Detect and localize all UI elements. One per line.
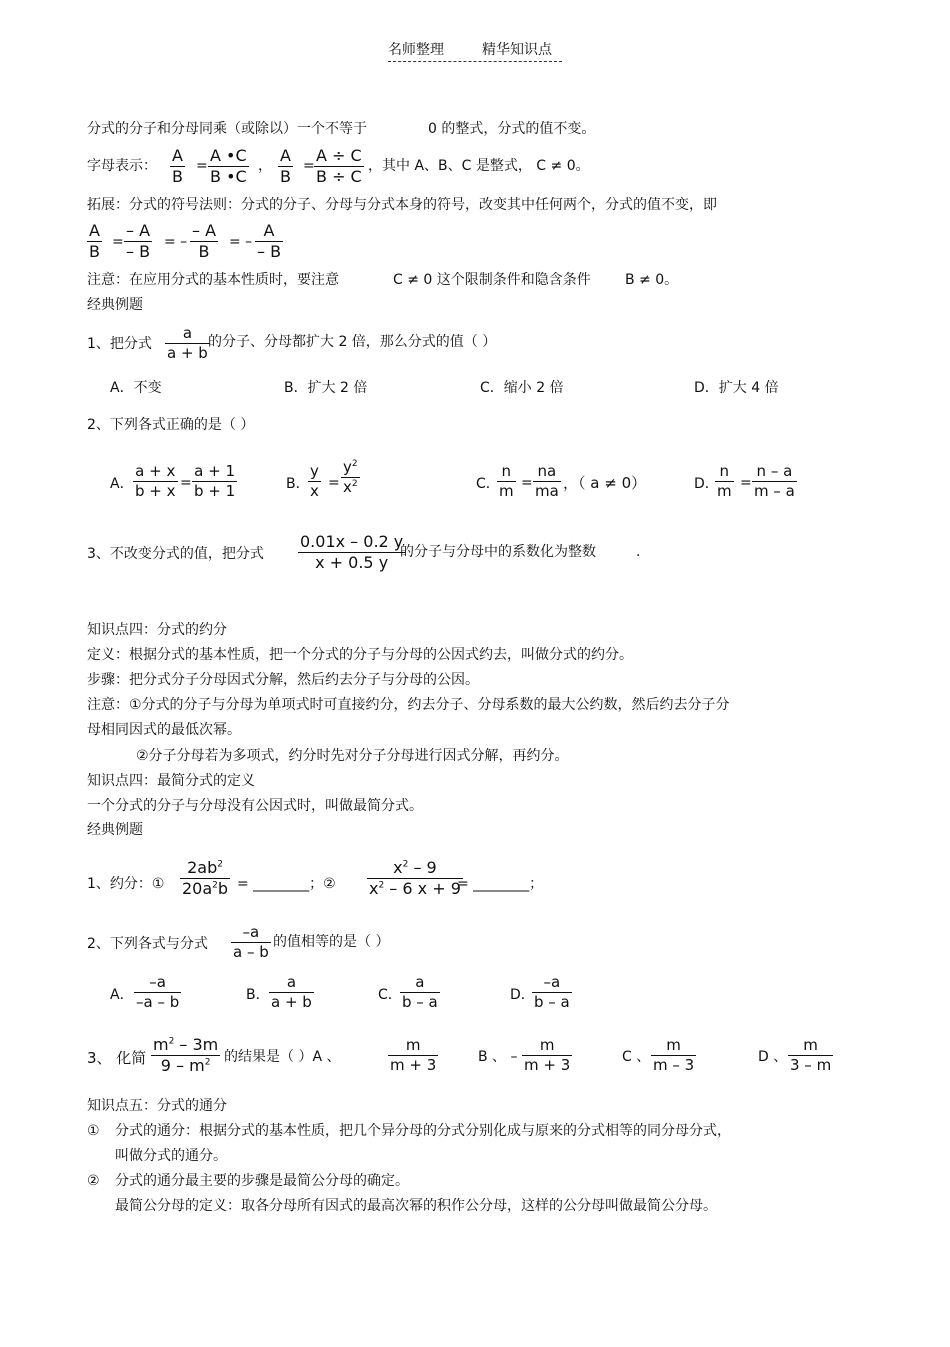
e2-fraction: –a a – b: [233, 923, 269, 961]
frac-A-B-2: A B: [280, 146, 291, 186]
q3-tail: 的分子与分母中的系数化为整数: [400, 544, 596, 560]
e3-option-c-label: C 、: [622, 1049, 651, 1065]
eq-sign: =: [521, 475, 533, 491]
kp4-examples: 经典例题: [87, 822, 143, 838]
rule-text-tail: 0 的整式，分式的值不变。: [428, 121, 596, 137]
header-left: 名师整理: [388, 42, 444, 58]
q1-tail: 的分子、分母都扩大 2 倍，那么分式的值（ ）: [208, 334, 497, 350]
note-text: 注意：在应用分式的基本性质时，要注意: [87, 272, 339, 288]
examples-heading: 经典例题: [87, 297, 143, 313]
e2-option-a-frac: –a –a – b: [136, 973, 180, 1011]
q1-option-a: A．不变: [110, 380, 162, 396]
e3-option-c-frac: m m – 3: [653, 1036, 695, 1074]
e1-fraction2: $x^2 - 9$ $x^2 - 6$ x + 9: [369, 858, 461, 898]
header-divider: [388, 61, 562, 62]
kp5-item1-marker: ①: [87, 1123, 100, 1139]
kp4-steps: 步骤：把分式分子分母因式分解，然后约去分子与分母的公因。: [87, 672, 479, 688]
e3-option-d-label: D 、: [758, 1049, 788, 1065]
q1-lead: 1、把分式: [87, 336, 152, 352]
frac-sign-3: – A B: [192, 221, 217, 261]
kp4-note1-cont: 母相同因式的最低次幂。: [87, 722, 241, 738]
q1-option-c: C．缩小 2 倍: [480, 380, 564, 396]
comma: ，: [258, 158, 272, 174]
frac-A-B: A B: [172, 146, 183, 186]
kp4-definition2: 一个分式的分子与分母没有公因式时，叫做最简分式。: [87, 798, 423, 814]
q2-b-label: B．: [286, 476, 310, 492]
q2-b-frac2: $y^2$ $x^2$: [343, 458, 358, 496]
e1-blank2: = ________；: [457, 876, 544, 892]
eq-neg: = –: [229, 234, 253, 250]
letter-label: 字母表示：: [87, 158, 157, 174]
e3-option-d-frac: m 3 – m: [790, 1036, 832, 1074]
e2-option-b-frac: a a + b: [271, 973, 312, 1011]
eq-sign: =: [196, 158, 208, 174]
e2-tail: 的值相等的是（ ）: [273, 934, 390, 950]
kp5-item3: 最简公分母的定义：取各分母所有因式的最高次幂的积作公分母，这样的公分母叫做最简公分母。: [115, 1198, 717, 1214]
q2-a-label: A．: [110, 476, 134, 492]
kp5-item2-marker: ②: [87, 1173, 100, 1189]
kp4-title: 知识点四：分式的约分: [87, 622, 227, 638]
q2-lead: 2、下列各式正确的是（ ）: [87, 417, 255, 433]
q2-c-label: C．: [476, 476, 500, 492]
frac-sign-4: A – B: [257, 221, 282, 261]
eq-sign: =: [112, 234, 124, 250]
q1-option-d: D．扩大 4 倍: [694, 380, 779, 396]
e3-tail: 的结果是（ ）A 、: [224, 1049, 341, 1065]
q2-c-condition: ，（ a ≠ 0）: [563, 474, 647, 492]
e1-blank1: = ________；②: [237, 876, 336, 892]
e1-lead: 1、约分：①: [87, 876, 165, 892]
kp5-title: 知识点五：分式的通分: [87, 1098, 227, 1114]
extension-text: 拓展：分式的符号法则：分式的分子、分母与分式本身的符号，改变其中任何两个，分式的值不变，即: [87, 197, 717, 213]
e2-option-a-label: A．: [110, 987, 134, 1003]
e2-option-b-label: B．: [246, 987, 270, 1003]
frac-AC-BC: A •C B •C: [210, 146, 247, 186]
letter-tail: ，其中 A、B、C 是整式， C ≠ 0。: [368, 158, 590, 174]
q1-fraction: a a + b: [167, 324, 208, 362]
q1-option-b: B．扩大 2 倍: [284, 380, 368, 396]
e3-option-b-label: B 、 –: [478, 1049, 518, 1065]
e2-option-c-frac: a b – a: [402, 973, 438, 1011]
kp4-note1: 注意：①分式的分子与分母为单项式时可直接约分，约去分子、分母系数的最大公约数，然后约去分子分: [87, 697, 730, 713]
frac-AdC-BdC: A ÷ C B ÷ C: [316, 146, 362, 186]
note-condition: C ≠ 0 这个限制条件和隐含条件: [393, 272, 591, 288]
note-tail: B ≠ 0。: [625, 272, 679, 288]
e2-lead: 2、下列各式与分式: [87, 936, 208, 952]
e3-lead: 3、 化简: [87, 1049, 147, 1067]
eq-sign: =: [328, 475, 340, 491]
q2-d-frac2: n – a m – a: [754, 462, 795, 500]
e2-option-d-frac: –a b – a: [534, 973, 570, 1011]
eq-sign: =: [740, 475, 752, 491]
e3-option-b-frac: m m + 3: [524, 1036, 571, 1074]
q2-d-label: D．: [694, 476, 719, 492]
q3-dot: .: [636, 544, 641, 560]
q2-c-frac1: n m: [499, 462, 514, 500]
q2-a-frac1: a + x b + x: [135, 462, 176, 500]
e1-fraction1: $2ab^2$ $20a^2b$: [182, 858, 229, 898]
rule-text: 分式的分子和分母同乘（或除以）一个不等于: [87, 121, 367, 137]
e2-option-c-label: C．: [378, 987, 402, 1003]
kp5-item1: 分式的通分：根据分式的基本性质，把几个异分母的分式分别化成与原来的分式相等的同分母分式，: [115, 1123, 731, 1139]
e3-fraction: $m^2 - 3m$ $9 - m^2$: [153, 1035, 219, 1075]
q2-a-frac2: a + 1 b + 1: [194, 462, 236, 500]
q2-b-frac1: y x: [310, 462, 319, 500]
frac-sign-1: A B: [89, 221, 100, 261]
eq-neg: = –: [164, 234, 188, 250]
q2-c-frac2: na ma: [535, 462, 559, 500]
header-right: 精华知识点: [482, 42, 552, 58]
q3-fraction: 0.01x – 0.2 y x + 0.5 y: [300, 532, 404, 572]
e2-option-d-label: D．: [510, 987, 535, 1003]
kp4-title2: 知识点四：最简分式的定义: [87, 773, 255, 789]
q3-lead: 3、不改变分式的值，把分式: [87, 546, 264, 562]
e3-option-a-frac: m m + 3: [390, 1036, 437, 1074]
kp5-item1-cont: 叫做分式的通分。: [115, 1148, 227, 1164]
kp5-item2: 分式的通分最主要的步骤是最简公分母的确定。: [115, 1173, 409, 1189]
eq-sign: =: [303, 158, 315, 174]
kp4-note2: ②分子分母若为多项式，约分时先对分子分母进行因式分解，再约分。: [136, 748, 569, 764]
q2-d-frac1: n m: [717, 462, 732, 500]
kp4-definition: 定义：根据分式的基本性质，把一个分式的分子与分母的公因式约去，叫做分式的约分。: [87, 647, 633, 663]
eq-sign: =: [180, 475, 192, 491]
frac-sign-2: – A – B: [126, 221, 151, 261]
